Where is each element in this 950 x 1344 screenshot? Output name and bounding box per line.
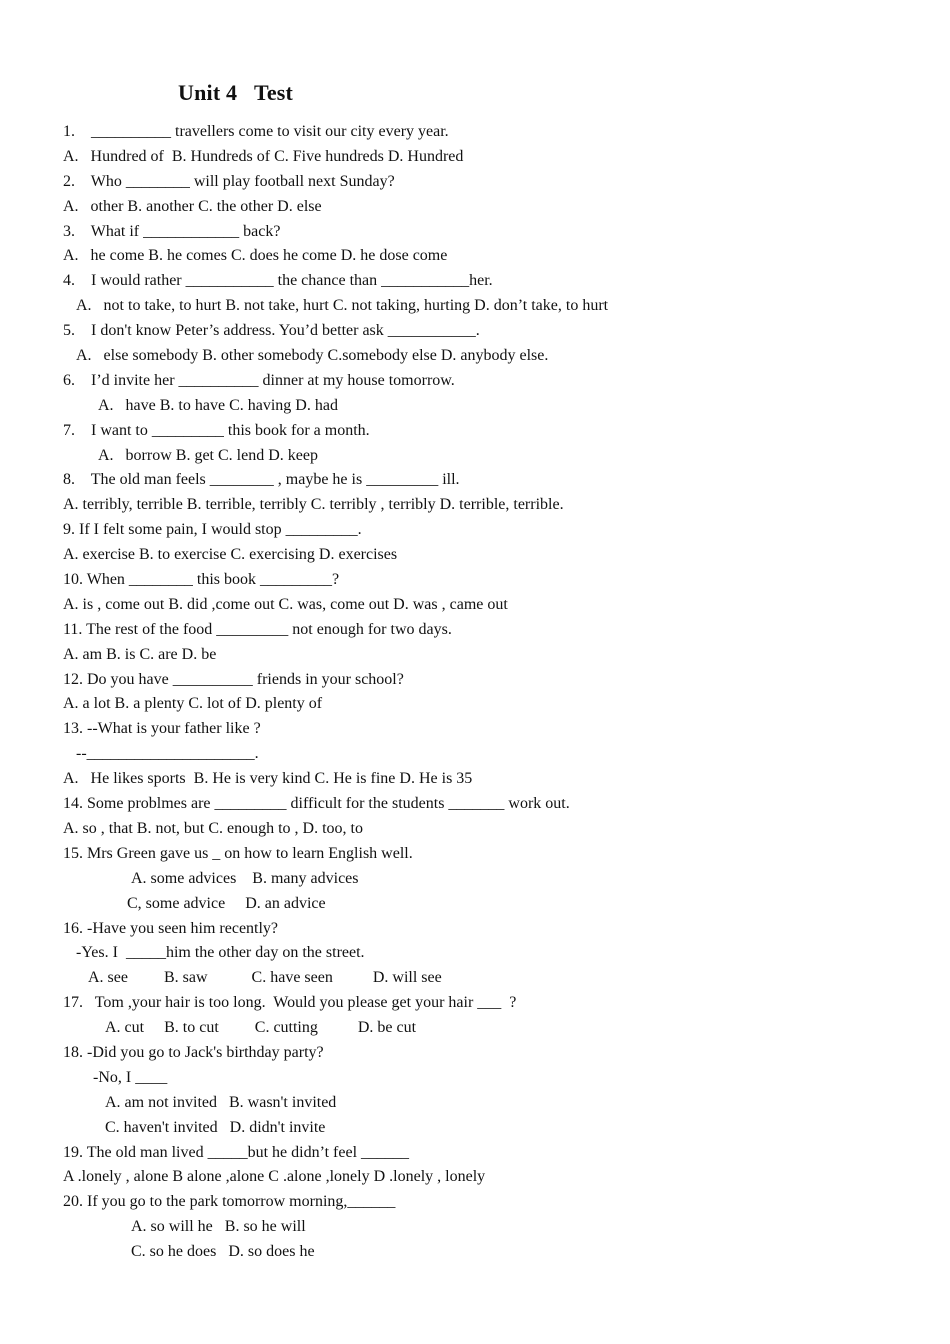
options-line: A. other B. another C. the other D. else: [63, 197, 322, 215]
page-title: Unit 4 Test: [178, 80, 294, 105]
options-line: C, some advice D. an advice: [127, 894, 326, 912]
options-line: A. borrow B. get C. lend D. keep: [98, 446, 318, 464]
options-line: A. cut B. to cut C. cutting D. be cut: [105, 1019, 417, 1037]
question-line: 6. I’d invite her __________ dinner at my house tomorrow.: [63, 371, 455, 389]
options-line: A. see B. saw C. have seen D. will see: [88, 969, 442, 987]
question-line: 18. -Did you go to Jack's birthday party?: [63, 1043, 324, 1061]
question-line: 5. I don't know Peter’s address. You’d better ask ___________.: [63, 322, 480, 340]
options-line: A. have B. to have C. having D. had: [98, 396, 338, 414]
options-line: A. He likes sports B. He is very kind C. He is fine D. He is 35: [63, 770, 473, 788]
question-line: 1. __________ travellers come to visit our city every year.: [63, 123, 449, 140]
question-line: 20. If you go to the park tomorrow morning,______: [63, 1193, 396, 1211]
options-line: A. exercise B. to exercise C. exercising D. exercises: [63, 546, 398, 564]
answer-line: -Yes. I _____him the other day on the street.: [76, 944, 365, 962]
question-line: 2. Who ________ will play football next Sunday?: [63, 172, 395, 190]
answer-line: --_____________________.: [76, 745, 259, 763]
question-line: 15. Mrs Green gave us _ on how to learn English well.: [63, 844, 413, 862]
options-line: A. Hundred of B. Hundreds of C. Five hundreds D. Hundred: [63, 147, 464, 165]
options-line: C. so he does D. so does he: [131, 1243, 315, 1261]
options-line: A. am B. is C. are D. be: [63, 645, 217, 663]
options-line: A. not to take, to hurt B. not take, hurt C. not taking, hurting D. don’t take, to hurt: [76, 297, 609, 315]
question-line: 9. If I felt some pain, I would stop _________.: [63, 521, 362, 539]
question-line: 8. The old man feels ________ , maybe he is _________ ill.: [63, 471, 460, 489]
options-line: A. terribly, terrible B. terrible, terribly C. terribly , terribly D. terrible, terrible.: [63, 496, 564, 514]
options-line: A. am not invited B. wasn't invited: [105, 1093, 337, 1111]
question-line: 7. I want to _________ this book for a month.: [63, 421, 370, 439]
options-line: A. is , come out B. did ,come out C. was, come out D. was , came out: [63, 595, 508, 613]
question-line: 11. The rest of the food _________ not enough for two days.: [63, 620, 452, 638]
options-line: C. haven't invited D. didn't invite: [105, 1118, 326, 1136]
options-line: A. he come B. he comes C. does he come D. he dose come: [63, 247, 448, 265]
options-line: A. else somebody B. other somebody C.somebody else D. anybody else.: [76, 347, 549, 365]
question-line: 4. I would rather ___________ the chance than ___________her.: [63, 272, 493, 290]
options-line: A .lonely , alone B alone ,alone C .alone ,lonely D .lonely , lonely: [63, 1168, 486, 1186]
options-line: A. a lot B. a plenty C. lot of D. plenty of: [63, 695, 323, 713]
options-line: A. so , that B. not, but C. enough to , D. too, to: [63, 819, 363, 837]
question-line: 10. When ________ this book _________?: [63, 571, 340, 589]
answer-line: -No, I ____: [93, 1068, 168, 1086]
question-list: [63, 120, 923, 1265]
question-line: 17. Tom ,your hair is too long. Would you please get your hair ___ ?: [63, 994, 517, 1012]
question-line: 3. What if ____________ back?: [63, 222, 281, 240]
question-line: 13. --What is your father like ?: [63, 720, 261, 738]
options-line: A. some advices B. many advices: [131, 869, 359, 887]
options-line: A. so will he B. so he will: [131, 1218, 306, 1236]
question-line: 19. The old man lived _____but he didn’t feel ______: [63, 1143, 410, 1161]
question-line: 16. -Have you seen him recently?: [63, 919, 279, 937]
question-line: 12. Do you have __________ friends in your school?: [63, 670, 404, 688]
question-line: 14. Some problmes are _________ difficult for the students _______ work out.: [63, 795, 570, 813]
